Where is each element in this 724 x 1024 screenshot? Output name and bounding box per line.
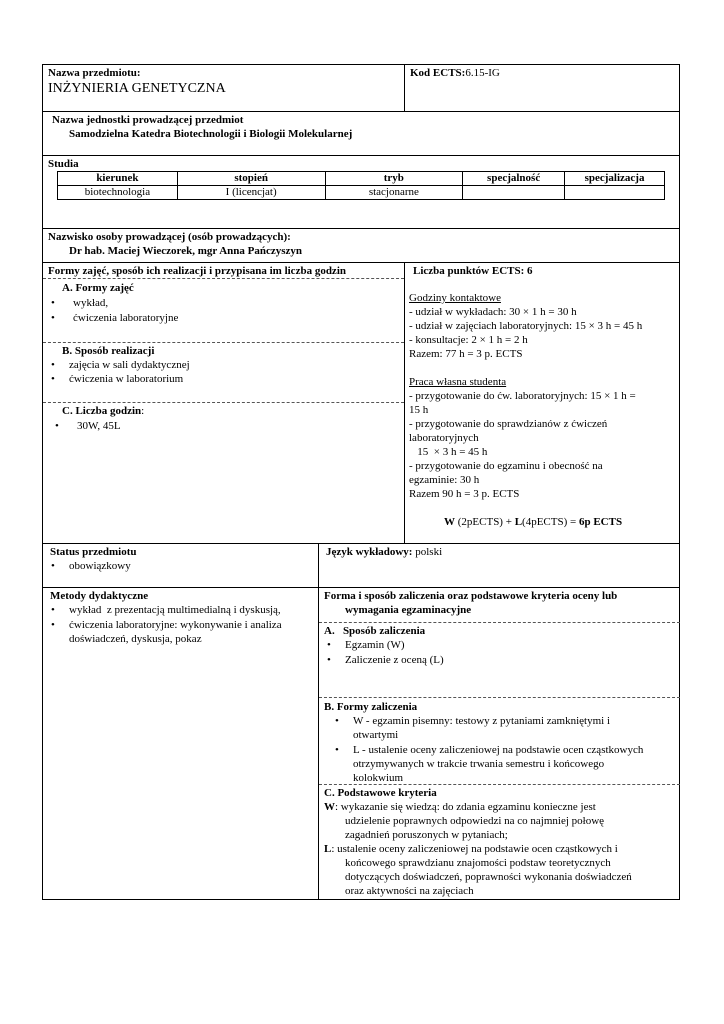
bullet-icon: •: [51, 373, 55, 385]
contact-line: - udział w zajęciach laboratoryjnych: 15 × 3 h = 45 h: [409, 320, 643, 332]
studia-col-specjalnosc: specjalność: [463, 172, 565, 186]
studia-specjalizacja: [565, 186, 665, 200]
criteria-w-letter: W: [324, 801, 335, 813]
ects-code-value: 6.15-IG: [465, 67, 500, 79]
language-label: Język wykładowy:: [326, 546, 413, 558]
dashed-divider: [319, 622, 680, 623]
forms-b-item: ćwiczenia w laboratorium: [69, 373, 184, 385]
bullet-icon: •: [51, 619, 55, 631]
bullet-icon: •: [335, 715, 339, 727]
forms-c-item: 30W, 45L: [77, 420, 121, 432]
own-work-line: laboratoryjnych: [409, 432, 479, 444]
studia-specjalnosc: [463, 186, 565, 200]
unit-name: Samodzielna Katedra Biotechnologii i Biologii Molekularnej: [69, 128, 353, 140]
criteria-l-cont: dotyczących doświadczeń, poprawności wykonania doświadczeń: [345, 871, 632, 883]
forms-c-title-row: [62, 405, 144, 419]
criteria-w-cont: zagadnień poruszonych w pytaniach;: [345, 829, 508, 841]
assessment-b-item-cont: otrzymywanych w trakcie trwania semestru i końcowego: [353, 758, 605, 770]
bullet-icon: •: [327, 654, 331, 666]
bullet-icon: •: [51, 359, 55, 371]
dashed-divider: [43, 402, 404, 403]
divider-vertical-bottom: [318, 543, 319, 900]
subject-name: INŻYNIERIA GENETYCZNA: [48, 81, 226, 96]
bullet-icon: •: [51, 312, 55, 324]
divider-studia: [42, 228, 680, 229]
own-work-total: Razem 90 h = 3 p. ECTS: [409, 488, 520, 500]
criteria-l-line: [324, 843, 618, 857]
forms-a-title: A. Formy zajęć: [62, 282, 134, 294]
assessment-c-title: C. Podstawowe kryteria: [324, 787, 437, 799]
own-work-line: - przygotowanie do ćw. laboratoryjnych: 15 × 1 h =: [409, 390, 636, 402]
subject-label: Nazwa przedmiotu:: [48, 67, 141, 79]
bullet-icon: •: [335, 744, 339, 756]
formula-l: L: [514, 516, 523, 528]
assessment-a-title: A. Sposób zaliczenia: [324, 625, 426, 637]
formula-w: W: [444, 516, 455, 528]
dashed-divider: [43, 342, 404, 343]
forms-b-item: zajęcia w sali dydaktycznej: [69, 359, 190, 371]
bullet-icon: •: [51, 560, 55, 572]
methods-item-cont: doświadczeń, dyskusja, pokaz: [69, 633, 202, 645]
ects-code: [410, 67, 500, 81]
forms-c-colon: :: [141, 405, 145, 417]
criteria-l-text: : ustalenie oceny zaliczeniowej na podstawie ocen cząstkowych i: [331, 843, 618, 855]
contact-total: Razem: 77 h = 3 p. ECTS: [409, 348, 523, 360]
divider-vertical-forms: [404, 262, 405, 543]
contact-line: - konsultacje: 2 × 1 h = 2 h: [409, 334, 528, 346]
divider-status: [42, 587, 680, 588]
studia-tryb: stacjonarne: [325, 186, 463, 200]
assessment-b-item: L - ustalenie oceny zaliczeniowej na podstawie ocen cząstkowych: [353, 744, 644, 756]
assessment-a-item: Egzamin (W): [345, 639, 405, 651]
own-work-line: 15 h: [409, 404, 429, 416]
methods-item: ćwiczenia laboratoryjne: wykonywanie i analiza: [69, 619, 282, 631]
assessment-b-item-cont: otwartymi: [353, 729, 399, 741]
own-work-title: Praca własna studenta: [409, 376, 507, 388]
contact-hours-title: Godziny kontaktowe: [409, 292, 501, 304]
studia-label: Studia: [48, 158, 79, 170]
divider-forms: [42, 543, 680, 544]
studia-col-tryb: tryb: [325, 172, 463, 186]
dashed-divider: [319, 697, 680, 698]
unit-label: Nazwa jednostki prowadzącej przedmiot: [52, 114, 244, 126]
ects-formula: [444, 516, 622, 530]
studia-kierunek: biotechnologia: [58, 186, 178, 200]
status-item: obowiązkowy: [69, 560, 131, 572]
formula-total: 6p ECTS: [578, 516, 623, 528]
forms-b-title: B. Sposób realizacji: [62, 345, 155, 357]
forms-a-item: ćwiczenia laboratoryjne: [73, 312, 179, 324]
criteria-w-line: [324, 801, 596, 815]
forms-a-item: wykład,: [73, 297, 109, 309]
studia-stopien: I (licencjat): [177, 186, 325, 200]
methods-item: wykład z prezentacją multimedialną i dyskusją,: [69, 604, 281, 616]
bullet-icon: •: [51, 604, 55, 616]
assessment-b-title: B. Formy zaliczenia: [324, 701, 418, 713]
language-value: polski: [412, 546, 443, 558]
status-label: Status przedmiotu: [50, 546, 137, 558]
criteria-l-letter: L: [324, 843, 332, 855]
studia-col-specjalizacja: specjalizacja: [565, 172, 665, 186]
own-work-line: - przygotowanie do sprawdzianów z ćwiczeń: [409, 418, 608, 430]
criteria-l-cont: końcowego sprawdzianu znajomości podstaw teoretycznych: [345, 857, 611, 869]
studia-value-row: [58, 186, 665, 200]
studia-col-stopien: stopień: [177, 172, 325, 186]
assessment-label: Forma i sposób zaliczenia oraz podstawowe kryteria oceny lub: [324, 590, 618, 602]
own-work-line: egzaminie: 30 h: [409, 474, 480, 486]
criteria-w-text: : wykazanie się wiedzą: do zdania egzaminu konieczne jest: [335, 801, 596, 813]
assessment-b-item: W - egzamin pisemny: testowy z pytaniami zamkniętymi i: [353, 715, 611, 727]
divider-vertical-header: [404, 64, 405, 111]
criteria-l-cont: oraz aktywności na zajęciach: [345, 885, 474, 897]
assessment-b-item-cont: kolokwium: [353, 772, 404, 784]
own-work-line: - przygotowanie do egzaminu i obecność na: [409, 460, 603, 472]
divider-header: [42, 111, 680, 112]
bullet-icon: •: [51, 297, 55, 309]
assessment-a-item: Zaliczenie z oceną (L): [345, 654, 444, 666]
ects-code-label: Kod ECTS:: [410, 67, 466, 79]
formula-w-pts: (2pECTS) +: [455, 516, 515, 528]
divider-unit: [42, 155, 680, 156]
formula-l-pts: (4pECTS) =: [522, 516, 579, 528]
ects-points-label: Liczba punktów ECTS: 6: [413, 265, 533, 277]
bullet-icon: •: [55, 420, 59, 432]
teachers-label: Nazwisko osoby prowadzącej (osób prowadzących):: [48, 231, 291, 243]
assessment-label-cont: wymagania egzaminacyjne: [345, 604, 472, 616]
contact-line: - udział w wykładach: 30 × 1 h = 30 h: [409, 306, 577, 318]
studia-header-row: [58, 172, 665, 186]
forms-label: Formy zajęć, sposób ich realizacji i przypisana im liczba godzin: [48, 265, 346, 277]
forms-c-title: C. Liczba godzin: [62, 405, 142, 417]
own-work-line: 15 × 3 h = 45 h: [409, 446, 488, 458]
studia-col-kierunek: kierunek: [58, 172, 178, 186]
teachers-names: Dr hab. Maciej Wieczorek, mgr Anna Pańczyszyn: [69, 245, 303, 257]
studia-table: [57, 171, 665, 200]
divider-teachers: [42, 262, 680, 263]
bullet-icon: •: [327, 639, 331, 651]
language-row: [326, 546, 442, 560]
methods-label: Metody dydaktyczne: [50, 590, 149, 602]
criteria-w-cont: udzielenie poprawnych odpowiedzi na co najmniej połowę: [345, 815, 605, 827]
